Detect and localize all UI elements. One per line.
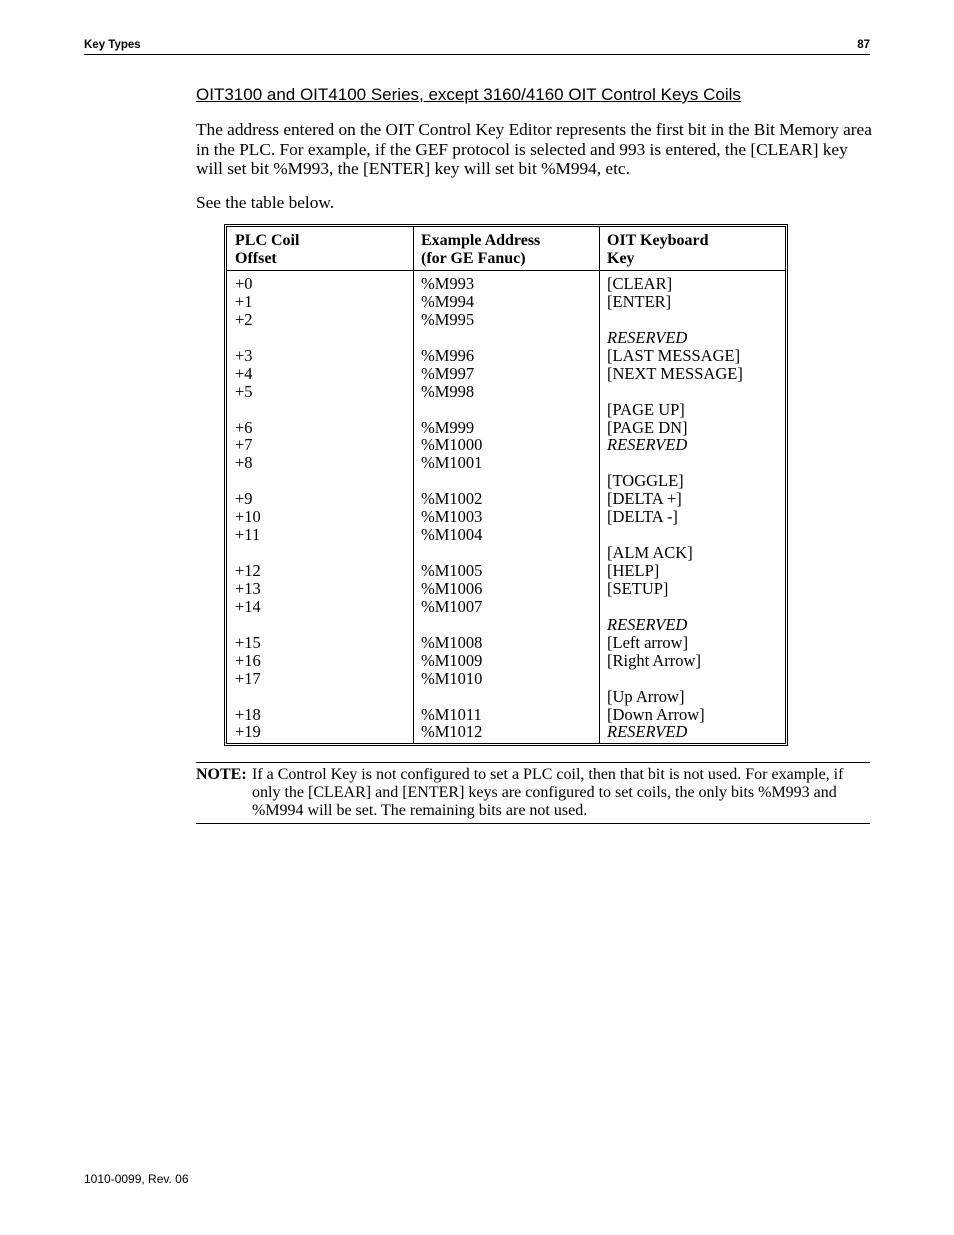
column-divider (599, 227, 600, 743)
table-cell: +12 (235, 561, 261, 580)
header-plc-coil-offset (235, 232, 299, 268)
table-cell: [PAGE UP] (607, 399, 685, 419)
table-cell (607, 311, 743, 329)
table-cell: +2 (235, 309, 253, 329)
table-cell: +5 (235, 381, 253, 401)
table-cell (235, 688, 261, 706)
control-keys-table (224, 224, 788, 746)
table-cell: %M1011 (421, 704, 482, 724)
table-cell: RESERVED (607, 327, 688, 347)
table-cell (235, 544, 261, 562)
table-cell: +7 (235, 435, 253, 455)
table-cell: [LAST MESSAGE] (607, 345, 741, 365)
table-cell: %M1008 (421, 632, 483, 652)
table-cell: %M1000 (421, 435, 483, 455)
table-cell: RESERVED (607, 722, 688, 742)
table-cell: %M1009 (421, 650, 483, 670)
header-line: Example Address (421, 232, 541, 249)
table-cell: +13 (235, 578, 261, 598)
table-cell (421, 472, 482, 490)
table-cell: +15 (235, 632, 261, 652)
table-cell: +10 (235, 507, 261, 527)
table-cell: %M994 (421, 291, 475, 311)
table-cell: +8 (235, 453, 253, 473)
table-cell: +14 (235, 596, 261, 616)
table-cell: [DELTA +] (607, 489, 682, 509)
table-cell: +18 (235, 704, 261, 724)
table-cell (607, 526, 743, 544)
table-cell: %M995 (421, 309, 475, 329)
table-cell (607, 670, 743, 688)
table-cell (421, 616, 482, 634)
table-cell: [Down Arrow] (607, 704, 705, 724)
table-inner-frame (226, 226, 786, 744)
table-cell: +17 (235, 668, 261, 688)
table-cell: [Right Arrow] (607, 650, 701, 670)
table-cell: %M1005 (421, 561, 483, 580)
table-cell: %M996 (421, 345, 475, 365)
header-section-title: Key Types (84, 39, 141, 51)
table-cell: %M993 (421, 274, 475, 293)
intro-paragraph: The address entered on the OIT Control Key Editor represents the first bit in the Bit Memory area in the PLC. For example, if the GEF protocol is selected and 993 is entered, the [CLEAR] key will set bit %M993, the [ENTER] key will set bit %M994, etc. (196, 120, 872, 178)
table-cell: %M1003 (421, 507, 483, 527)
header-example-address (421, 232, 540, 268)
table-cell: +19 (235, 722, 261, 742)
table-cell (607, 454, 743, 472)
section-heading: OIT3100 and OIT4100 Series, except 3160/4160 OIT Control Keys Coils (196, 85, 741, 104)
table-cell: %M1007 (421, 596, 483, 616)
table-cell: +3 (235, 345, 253, 365)
table-cell: [NEXT MESSAGE] (607, 363, 743, 383)
table-cell: %M1004 (421, 525, 483, 545)
table-cell: [ALM ACK] (607, 543, 693, 563)
key-column (607, 275, 743, 741)
table-cell (235, 616, 261, 634)
table-cell: +4 (235, 363, 253, 383)
header-line: PLC Coil (235, 232, 300, 249)
header-line: Key (607, 250, 635, 267)
address-column (421, 275, 482, 741)
footer-document-id: 1010-0099, Rev. 06 (84, 1172, 189, 1186)
see-table-paragraph: See the table below. (196, 193, 335, 212)
table-cell: RESERVED (607, 435, 688, 455)
table-cell: [SETUP] (607, 578, 669, 598)
table-cell: +0 (235, 274, 253, 293)
table-cell: %M999 (421, 417, 475, 437)
table-cell: [CLEAR] (607, 274, 673, 293)
table-cell: [PAGE DN] (607, 417, 688, 437)
table-cell: %M1012 (421, 722, 483, 742)
table-cell (235, 401, 261, 419)
header-oit-keyboard-key (607, 232, 709, 268)
table-cell: +9 (235, 489, 253, 509)
header-divider (227, 270, 785, 271)
table-cell (235, 472, 261, 490)
page-header (84, 38, 870, 55)
header-line: (for GE Fanuc) (421, 250, 526, 267)
header-line: OIT Keyboard (607, 232, 709, 249)
note-box (196, 762, 870, 824)
table-cell: +11 (235, 525, 261, 545)
table-cell: %M1001 (421, 453, 483, 473)
table-cell: +1 (235, 291, 253, 311)
table-cell: [HELP] (607, 561, 660, 580)
header-line: Offset (235, 250, 277, 267)
table-cell (421, 329, 482, 347)
table-cell: +16 (235, 650, 261, 670)
table-cell: RESERVED (607, 614, 688, 634)
table-cell: [DELTA -] (607, 507, 678, 527)
table-cell (421, 544, 482, 562)
table-cell (421, 401, 482, 419)
table-cell (421, 688, 482, 706)
table-cell: [Up Arrow] (607, 686, 685, 706)
table-cell: +6 (235, 417, 253, 437)
note-label: NOTE: (196, 766, 247, 783)
table-cell: [TOGGLE] (607, 471, 684, 491)
column-divider (413, 227, 414, 743)
offset-column (235, 275, 261, 741)
table-cell: %M997 (421, 363, 475, 383)
table-cell (607, 598, 743, 616)
table-cell: %M998 (421, 381, 475, 401)
table-cell: %M1006 (421, 578, 483, 598)
note-text: If a Control Key is not configured to set a PLC coil, then that bit is not used. For example, if only the [CLEAR] and [ENTER] keys are configured to set coils, the only bits %M993 and %M994 will be set. The remaining bits are not used. (252, 766, 844, 819)
table-cell: [ENTER] (607, 291, 672, 311)
table-cell: [Left arrow] (607, 632, 689, 652)
table-cell: %M1010 (421, 668, 483, 688)
header-page-number: 87 (857, 39, 870, 51)
table-cell: %M1002 (421, 489, 483, 509)
table-cell (607, 383, 743, 401)
table-cell (235, 329, 261, 347)
